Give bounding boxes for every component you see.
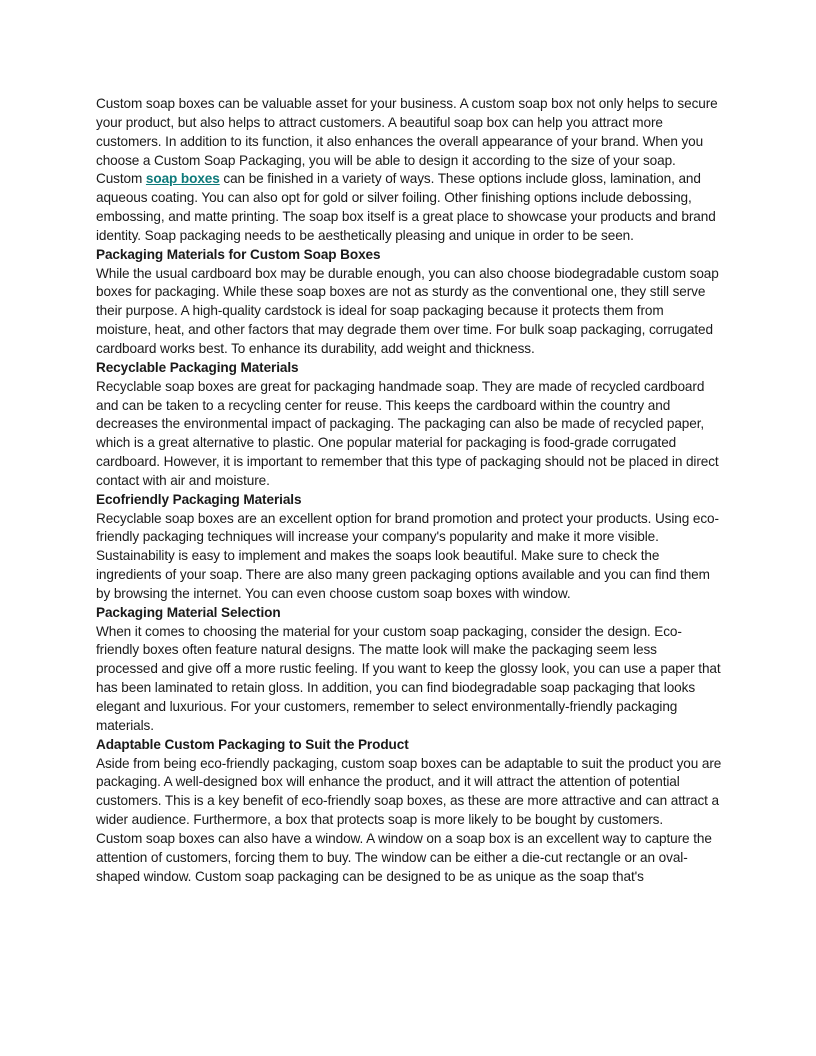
paragraph-intro: Custom soap boxes can be valuable asset for your business. A custom soap box not only helps to secure your product, but also helps to attract customers. A beautiful soap box can help you attract more customers. In addition to its function, it also enhances the overall appearance of your brand. When you choose a Custom Soap Packaging, you will be able to design it according to the size of your soap. [96, 96, 718, 168]
paragraph-recyclable-materials: Recyclable soap boxes are great for packaging handmade soap. They are made of recycled cardboard and can be taken to a recycling center for reuse. This keeps the cardboard within the country and decreases the environmental impact of packaging. The packaging can also be made of recycled paper, which is a great alternative to plastic. One popular material for packaging is food-grade corrugated cardboard. However, it is important to remember that this type of packaging should not be placed in direct contact with air and moisture. [96, 378, 719, 488]
document-body [96, 95, 722, 886]
paragraph-finishing-rest: can be finished in a variety of ways. These options include gloss, lamination, and aqueous coating. You can also opt for gold or silver foiling. Other finishing options include debossing, embossing, and matte printing. The soap box itself is a great place to showcase your products and brand identity. Soap packaging needs to be aesthetically pleasing and unique in order to be seen. [96, 171, 716, 243]
paragraph-packaging-materials: While the usual cardboard box may be durable enough, you can also choose biodegradable custom soap boxes for packaging. While these soap boxes are not as sturdy as the conventional one, they still serve their purpose. A high-quality cardstock is ideal for soap packaging because it protects them from moisture, heat, and other factors that may degrade them over time. For bulk soap packaging, corrugated cardboard works best. To enhance its durability, add weight and thickness. [96, 265, 719, 356]
paragraph-ecofriendly-materials: Recyclable soap boxes are an excellent option for brand promotion and protect your products. Using eco-friendly packaging techniques will increase your company's popularity and make it more visible. Sustainability is easy to implement and makes the soaps look beautiful. Make sure to check the ingredients of your soap. There are also many green packaging options available and you can find them by browsing the internet. You can even choose custom soap boxes with window. [96, 510, 719, 601]
heading-recyclable-materials: Recyclable Packaging Materials [96, 359, 299, 375]
paragraph-finishing [96, 170, 722, 245]
heading-adaptable-packaging: Adaptable Custom Packaging to Suit the Product [96, 736, 409, 752]
heading-ecofriendly-materials: Ecofriendly Packaging Materials [96, 491, 302, 507]
paragraph-finishing-start: Custom [96, 171, 146, 187]
paragraph-adaptable-packaging: Aside from being eco-friendly packaging, custom soap boxes can be adaptable to suit the product you are packaging. A well-designed box will enhance the product, and it will attract the attention of potential customers. This is a key benefit of eco-friendly soap boxes, as these are more attractive and can attract a wider audience. Furthermore, a box that protects soap is more likely to be bought by customers. [96, 755, 722, 828]
heading-packaging-materials: Packaging Materials for Custom Soap Boxes [96, 246, 381, 262]
soap-boxes-link[interactable]: soap boxes [145, 171, 220, 187]
heading-material-selection: Packaging Material Selection [96, 604, 281, 620]
paragraph-window-boxes: Custom soap boxes can also have a window. A window on a soap box is an excellent way to capture the attention of customers, forcing them to buy. The window can be either a die-cut rectangle or an oval-shaped window. Custom soap packaging can be designed to be as unique as the soap that's [96, 830, 712, 884]
paragraph-material-selection: When it comes to choosing the material for your custom soap packaging, consider the design. Eco-friendly boxes often feature natural designs. The matte look will make the packaging seem less processed and give off a more rustic feeling. If you want to keep the glossy look, you can use a paper that has been laminated to retain gloss. In addition, you can find biodegradable soap packaging that looks elegant and luxurious. For your customers, remember to select environmentally-friendly packaging materials. [96, 623, 721, 733]
